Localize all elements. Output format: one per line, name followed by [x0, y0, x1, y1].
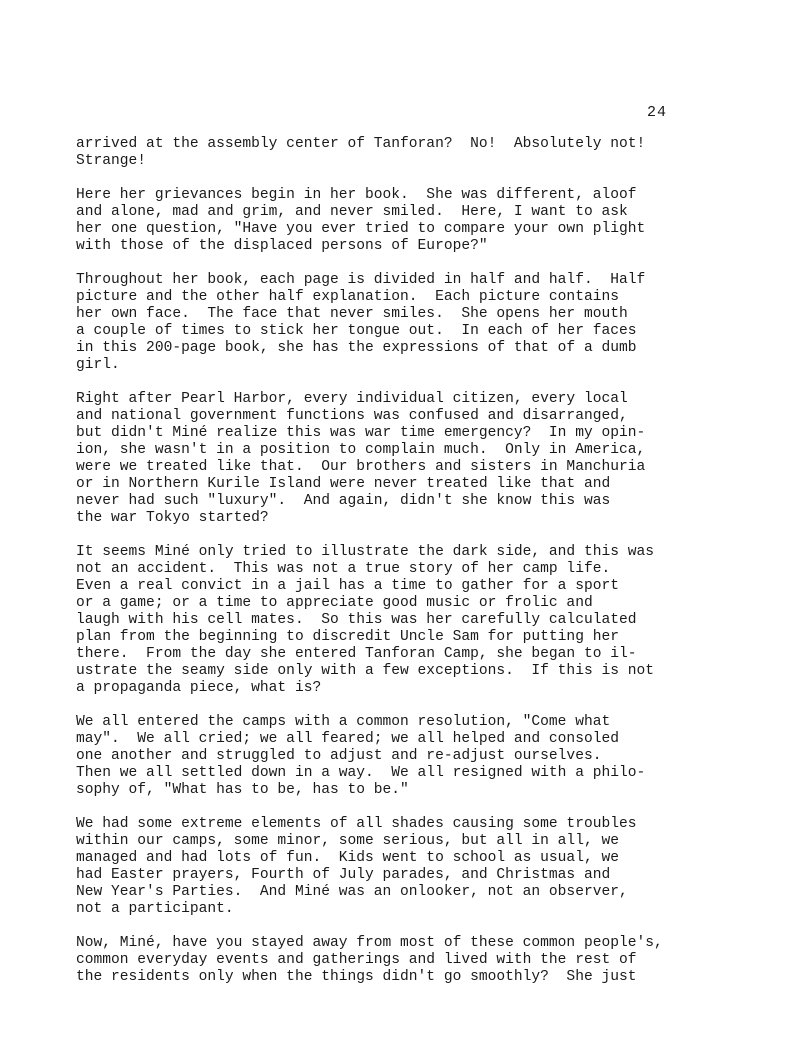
text-line: or in Northern Kurile Island were never treated like that and [76, 476, 611, 492]
text-line: or a game; or a time to appreciate good music or frolic and [76, 595, 593, 611]
text-line: a couple of times to stick her tongue out. In each of her faces [76, 323, 637, 339]
text-line: in this 200-page book, she has the expressions of that of a dumb [76, 340, 637, 356]
body-text [76, 136, 776, 1003]
text-line: Now, Miné, have you stayed away from most of these common people's, [76, 935, 663, 951]
text-line: Then we all settled down in a way. We all resigned with a philo- [76, 765, 646, 781]
text-line: It seems Miné only tried to illustrate the dark side, and this was [76, 544, 655, 560]
text-line: with those of the displaced persons of Europe?" [76, 238, 488, 254]
text-line: her one question, "Have you ever tried to compare your own plight [76, 221, 646, 237]
text-line: common everyday events and gatherings and lived with the rest of [76, 952, 637, 968]
text-line: ustrate the seamy side only with a few exceptions. If this is not [76, 663, 655, 679]
paragraph [76, 544, 776, 697]
text-line: never had such "luxury". And again, didn't she know this was [76, 493, 611, 509]
text-line: Even a real convict in a jail has a time to gather for a sport [76, 578, 619, 594]
paragraph [76, 391, 776, 527]
text-line: We had some extreme elements of all shades causing some troubles [76, 816, 637, 832]
text-line: laugh with his cell mates. So this was her carefully calculated [76, 612, 637, 628]
text-line: but didn't Miné realize this was war time emergency? In my opin- [76, 425, 646, 441]
paragraph [76, 816, 776, 918]
text-line: managed and had lots of fun. Kids went to school as usual, we [76, 850, 619, 866]
text-line: had Easter prayers, Fourth of July parades, and Christmas and [76, 867, 611, 883]
text-line: may". We all cried; we all feared; we all helped and consoled [76, 731, 619, 747]
text-line: Strange! [76, 153, 147, 169]
text-line: her own face. The face that never smiles. She opens her mouth [76, 306, 628, 322]
page-number: 24 [647, 104, 668, 121]
text-line: ion, she wasn't in a position to complain much. Only in America, [76, 442, 646, 458]
paragraph [76, 935, 776, 986]
text-line: not an accident. This was not a true story of her camp life. [76, 561, 611, 577]
text-line: not a participant. [76, 901, 234, 917]
text-line: New Year's Parties. And Miné was an onlooker, not an observer, [76, 884, 628, 900]
paragraph [76, 272, 776, 374]
text-line: Right after Pearl Harbor, every individual citizen, every local [76, 391, 628, 407]
text-line: one another and struggled to adjust and re-adjust ourselves. [76, 748, 602, 764]
text-line: and alone, mad and grim, and never smiled. Here, I want to ask [76, 204, 628, 220]
text-line: picture and the other half explanation. Each picture contains [76, 289, 619, 305]
text-line: girl. [76, 357, 120, 373]
text-line: the war Tokyo started? [76, 510, 269, 526]
text-line: and national government functions was confused and disarranged, [76, 408, 628, 424]
paragraph [76, 714, 776, 799]
text-line: the residents only when the things didn't go smoothly? She just [76, 969, 637, 985]
text-line: were we treated like that. Our brothers and sisters in Manchuria [76, 459, 646, 475]
text-line: there. From the day she entered Tanforan Camp, she began to il- [76, 646, 637, 662]
text-line: plan from the beginning to discredit Uncle Sam for putting her [76, 629, 619, 645]
text-line: a propaganda piece, what is? [76, 680, 322, 696]
text-line: within our camps, some minor, some serious, but all in all, we [76, 833, 619, 849]
paragraph [76, 136, 776, 170]
text-line: Throughout her book, each page is divided in half and half. Half [76, 272, 646, 288]
paragraph [76, 187, 776, 255]
text-line: We all entered the camps with a common resolution, "Come what [76, 714, 611, 730]
text-line: arrived at the assembly center of Tanforan? No! Absolutely not! [76, 136, 646, 152]
text-line: sophy of, "What has to be, has to be." [76, 782, 409, 798]
text-line: Here her grievances begin in her book. She was different, aloof [76, 187, 637, 203]
